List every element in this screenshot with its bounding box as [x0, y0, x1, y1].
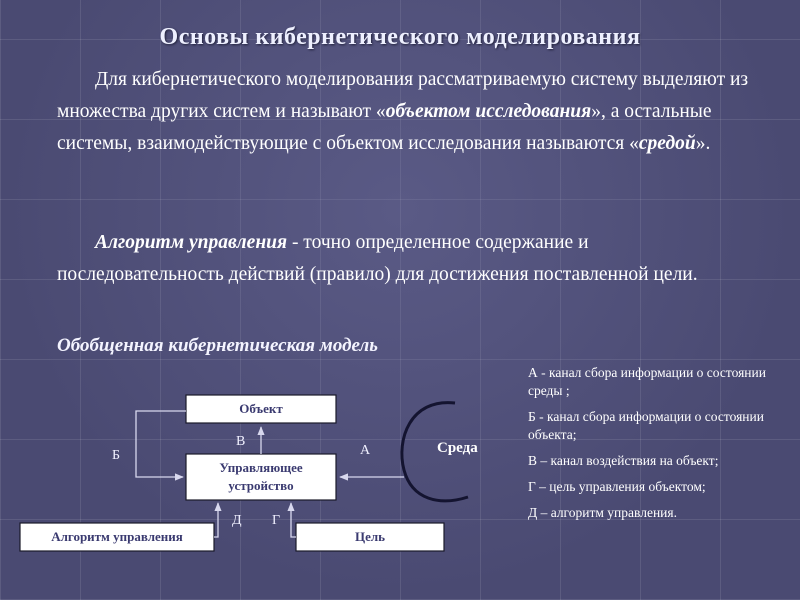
intro-text-1: Для кибернетического моделирования рассматриваемую систему выделяют из множества других систем и называют «	[57, 69, 749, 122]
environment-label: Среда	[437, 440, 478, 456]
channel-a-label: А	[360, 443, 371, 458]
channel-b-label: Б	[112, 448, 121, 463]
term-research-object: объектом исследования	[385, 100, 592, 122]
channel-b-arrow	[136, 411, 186, 477]
goal-label: Цель	[354, 529, 386, 544]
controller-label-line1: Управляющее	[219, 460, 303, 475]
model-subtitle: Обобщенная кибернетическая модель	[57, 335, 378, 356]
diagram-legend	[528, 364, 790, 530]
algorithm-definition: - точно определенное содержание и последовательность действий (правило) для достижения поставленной цели.	[57, 232, 698, 285]
channel-d-label: Д	[232, 513, 242, 528]
channel-d-arrow	[214, 503, 218, 537]
legend-item-a: А - канал сбора информации о состоянии среды ;	[528, 365, 766, 398]
intro-text-2: », а остальные системы, взаимодействующие с объектом исследования называются «	[57, 100, 712, 154]
intro-text-3: ».	[695, 132, 711, 154]
legend-item-b: Б - канал сбора информации о состоянии объекта;	[528, 409, 764, 442]
channel-v-label: В	[236, 434, 246, 449]
slide-title: Основы кибернетического моделирования	[159, 24, 641, 50]
channel-g-arrow	[291, 503, 296, 537]
object-label: Объект	[239, 401, 283, 416]
legend-item-g: Г – цель управления объектом;	[528, 479, 706, 494]
controller-label-line2: устройство	[228, 478, 294, 493]
algorithm-label: Алгоритм управления	[51, 529, 183, 544]
channel-g-label: Г	[272, 513, 281, 528]
legend-item-d: Д – алгоритм управления.	[528, 505, 677, 520]
term-environment: средой	[638, 132, 696, 154]
term-control-algorithm: Алгоритм управления	[95, 232, 288, 253]
legend-item-v: В – канал воздействия на объект;	[528, 453, 719, 468]
